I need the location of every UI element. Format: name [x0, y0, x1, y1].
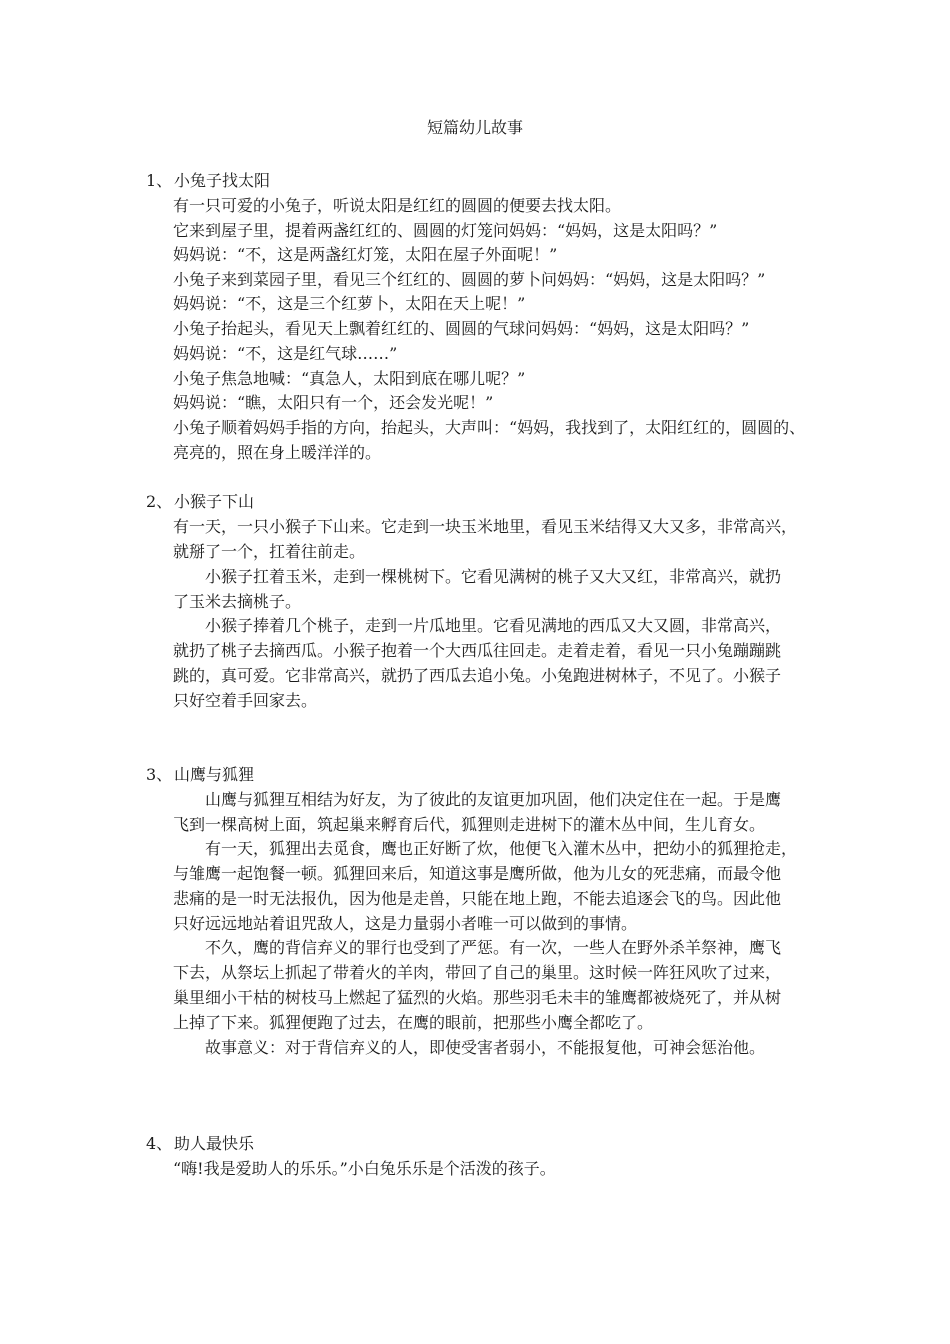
story-line: 下去，从祭坛上抓起了带着火的羊肉，带回了自己的巢里。这时候一阵狂风吹了过来，: [173, 963, 782, 982]
story-line: 飞到一棵高树上面，筑起巢来孵育后代，狐狸则走进树下的灌木丛中间，生儿育女。: [173, 815, 766, 834]
story-line: 跳的，真可爱。它非常高兴，就扔了西瓜去追小兔。小兔跑进树林子，不见了。小猴子: [173, 666, 782, 685]
story-line: 悲痛的是一时无法报仇，因为他是走兽，只能在地上跑，不能去追逐会飞的鸟。因此他: [173, 889, 782, 908]
story-line: “嗨!我是爱助人的乐乐。”小白兔乐乐是个活泼的孩子。: [173, 1159, 556, 1178]
document-title: 短篇幼儿故事: [426, 118, 523, 137]
story-line: 小兔子焦急地喊：“真急人，太阳到底在哪儿呢？”: [173, 369, 526, 388]
story-line: 就掰了一个，扛着往前走。: [173, 542, 366, 561]
story-line: 了玉米去摘桃子。: [173, 592, 302, 611]
story-number: 4、: [146, 1134, 173, 1153]
story-line: 妈妈说：“不，这是红气球……”: [173, 344, 398, 363]
story-heading: [146, 490, 254, 514]
story-line: 妈妈说：“不，这是两盏红灯笼，太阳在屋子外面呢！”: [173, 245, 558, 264]
story-line: 小兔子来到菜园子里，看见三个红红的、圆圆的萝卜问妈妈：“妈妈，这是太阳吗？”: [173, 270, 766, 289]
story-line: 妈妈说：“不，这是三个红萝卜，太阳在天上呢！”: [173, 294, 526, 313]
story-line: 巢里细小干枯的树枝马上燃起了猛烈的火焰。那些羽毛未丰的雏鹰都被烧死了，并从树: [173, 988, 782, 1007]
story-line: 妈妈说：“瞧，太阳只有一个，还会发光呢！”: [173, 393, 494, 412]
story-line: 小猴子捧着几个桃子，走到一片瓜地里。它看见满地的西瓜又大又圆，非常高兴，: [205, 616, 782, 635]
story-number: 1、: [146, 171, 173, 190]
story-line: 亮亮的，照在身上暖洋洋的。: [173, 443, 382, 462]
story-number: 2、: [146, 492, 173, 511]
story-line: 就扔了桃子去摘西瓜。小猴子抱着一个大西瓜往回走。走着走着，看见一只小兔蹦蹦跳: [173, 641, 782, 660]
story-line: 与雏鹰一起饱餐一顿。狐狸回来后，知道这事是鹰所做，他为儿女的死悲痛，而最令他: [173, 864, 782, 883]
story-number: 3、: [146, 765, 173, 784]
story-line: 有一只可爱的小兔子，听说太阳是红红的圆圆的便要去找太阳。: [173, 196, 622, 215]
story-heading: [146, 1132, 254, 1156]
story-line: 有一天，一只小猴子下山来。它走到一块玉米地里，看见玉米结得又大又多，非常高兴，: [173, 517, 798, 536]
story-line: 小兔子抬起头，看见天上飘着红红的、圆圆的气球问妈妈：“妈妈，这是太阳吗？”: [173, 319, 750, 338]
story-line: 有一天，狐狸出去觅食，鹰也正好断了炊，他便飞入灌木丛中，把幼小的狐狸抢走，: [205, 839, 798, 858]
story-title: 助人最快乐: [174, 1134, 255, 1153]
story-title: 小猴子下山: [174, 492, 255, 511]
story-line: 它来到屋子里，提着两盏红红的、圆圆的灯笼问妈妈：“妈妈，这是太阳吗？”: [173, 221, 718, 240]
story-line: 小兔子顺着妈妈手指的方向，抬起头，大声叫：“妈妈，我找到了，太阳红红的，圆圆的、: [173, 418, 806, 437]
story-heading: [146, 763, 254, 787]
story-line: 不久，鹰的背信弃义的罪行也受到了严惩。有一次，一些人在野外杀羊祭神，鹰飞: [205, 938, 782, 957]
story-line: 上掉了下来。狐狸便跑了过去，在鹰的眼前，把那些小鹰全都吃了。: [173, 1013, 654, 1032]
story-title: 山鹰与狐狸: [174, 765, 255, 784]
story-line: 故事意义：对于背信弃义的人，即使受害者弱小，不能报复他，可神会惩治他。: [205, 1038, 766, 1057]
story-line: 只好远远地站着诅咒敌人，这是力量弱小者唯一可以做到的事情。: [173, 914, 638, 933]
story-heading: [146, 169, 270, 193]
story-title: 小兔子找太阳: [174, 171, 271, 190]
story-line: 山鹰与狐狸互相结为好友，为了彼此的友谊更加巩固，他们决定住在一起。于是鹰: [205, 790, 782, 809]
story-line: 只好空着手回家去。: [173, 691, 318, 710]
story-line: 小猴子扛着玉米，走到一棵桃树下。它看见满树的桃子又大又红，非常高兴，就扔: [205, 567, 782, 586]
